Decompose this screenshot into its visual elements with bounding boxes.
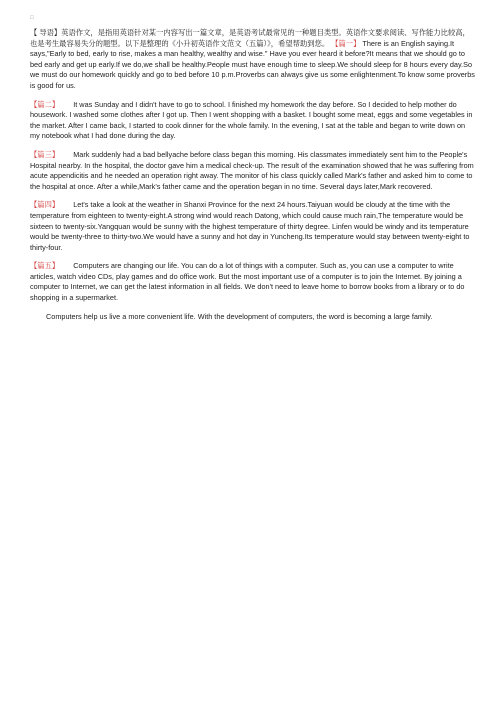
article-3-text: Mark suddenly had a bad bellyache before class began this morning. His classmates immediately sent him to the People's Hospital nearby. In the hospital, the doctor gave him a medical check-up. The result of the examination showed that he was suffering from acute appendicitis and he needed an operation right away. The monitor of his class quickly called Mark's father and asked him to come to the hospital at once. After a while,Mark's father came and the operation began in no time. Several days later,Mark recovered. <box>30 149 474 191</box>
article-4-paragraph <box>30 200 476 253</box>
intro-prefix: 【 导语】英语作文，是指用英语针对某一内容写出一篇文章，是英语考试最常见的一种题目类型。英语作文要求阅读、写作能力比较高，也是考生最容易失分的题型。以下是整理的《小升初英语作文范文（五篇）》，希望帮助到您。 <box>30 28 470 48</box>
article-5-tag: 【篇五】 <box>30 261 60 271</box>
bullet-marker: □ <box>30 15 34 21</box>
article-2-tag: 【篇二】 <box>30 99 60 109</box>
article-2-paragraph <box>30 100 476 142</box>
article-5-text: Computers are changing our life. You can do a lot of things with a computer. Such as, you can use a computer to write articles, watch video CDs, play games and do office work. But the most important use of a computer is to join the Internet. By joining a computer to Internet, we can get the latest information in all fields. We don't need to leave home to borrow books from a library or to do shopping in a supermarket. <box>30 261 465 303</box>
intro-paragraph <box>30 28 476 92</box>
article-4-tag: 【篇四】 <box>30 200 60 210</box>
article-1-text: There is an English saying.It says,"Early to bed, early to rise, makes a man healthy, wealthy and wise." Have you ever heard it before?It means that we should go to bed early and get up early.If we do,we shall be healthy.People must have enough time to sleep.We should sleep for 8 hours every day.So we must do our homework quickly and go to bed before 10 p.m.Proverbs can always give us some enlightenment.To know some proverbs is good for us. <box>30 38 475 90</box>
article-3-paragraph <box>30 150 476 192</box>
article-3-tag: 【篇三】 <box>30 149 60 159</box>
article-2-text: It was Sunday and I didn't have to go to school. I finished my homework the day before. So I decided to help mother do housework. I washed some clothes after I got up. Then I went shopping with a basket. I bought some meat, eggs and some vegetables in the market. After I came back, I started to cook dinner for the whole family. In the evening, I sat at the table and began to write down on my notebook what I had done during the day. <box>30 99 473 141</box>
document-page <box>30 14 476 330</box>
article-5-paragraph <box>30 261 476 303</box>
article-1-tag: 【篇一】 <box>331 38 361 48</box>
closing-paragraph: Computers help us live a more convenient life. With the development of computers, the word is becoming a large family. <box>46 311 433 321</box>
article-4-text: Let's take a look at the weather in Shanxi Province for the next 24 hours.Taiyuan would be cloudy at the time with the temperature from eighteen to twenty-eight.A strong wind would reach Datong, which could cause much rain,The temperature would be sixteen to twenty-six.Yangquan would be sunny with the highest temperature of thirty degree. Linfen would be windy and its temperature would be twenty-three to thirty-two.We would have a sunny and hot day in Yuncheng.Its temperature would stay between twenty-eight to thirty-four. <box>30 200 470 252</box>
